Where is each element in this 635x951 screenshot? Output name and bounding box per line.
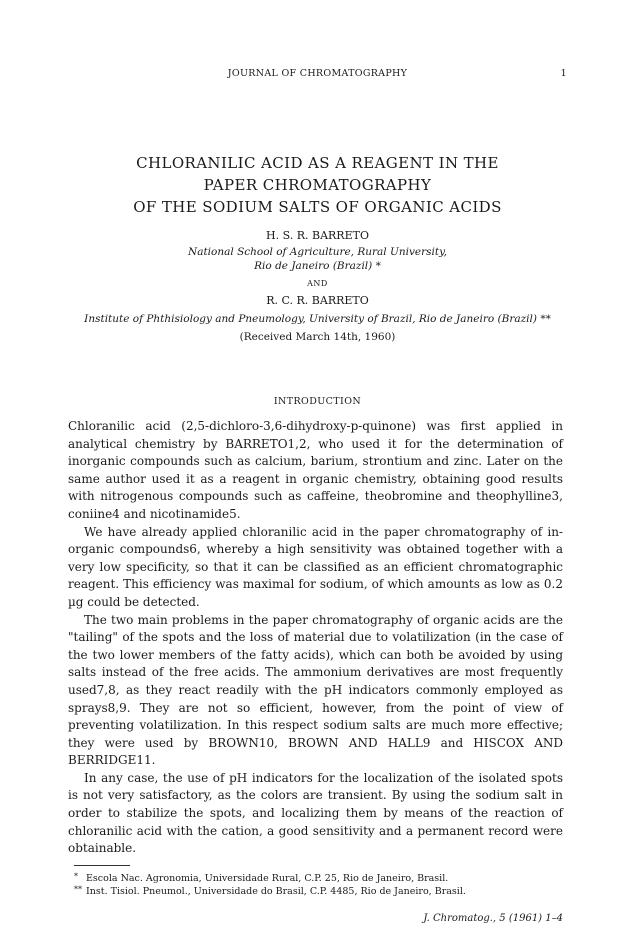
paragraph-4: In any case, the use of pH indicators for the localization of the isolated spots is not very satisfactory, as the colors are transient. By using the sodium salt in order to stabilize the spots, and localizing them by means of the reaction of chloranilic acid with the cation, a good sensitivity and a permanent record were obtainable.: [68, 770, 563, 856]
body-text: [68, 418, 563, 858]
author-1-affil-line-2: Rio de Janeiro (Brazil) *: [254, 260, 381, 272]
author-1-affiliation: [0, 245, 635, 273]
section-heading: INTRODUCTION: [273, 396, 362, 407]
paragraph-2: We have already applied chloranilic acid in the paper chromatography of in-organic compounds6, whereby a high sensitivity was obtained together with a very low specificity, so that it can be classified as an efficient chromatographic reagent. This efficiency was maximal for sodium, of which amounts as low as 0.2 µg could be detected.: [68, 524, 563, 609]
received-date: (Received March 14th, 1960): [239, 331, 396, 343]
paragraph-1: Chloranilic acid (2,5-dichloro-3,6-dihydroxy-p-quinone) was first applied in analytical chemistry by BARRETO1,2, who used it for the determination of inorganic compounds such as calcium, barium, strontium and zinc. Later on the same author used it as a reagent in organic chemistry, obtaining good results with nitrogenous compounds such as caffeine, theobromine and theophylline3, coniine4 and nicotinamide5.: [68, 419, 563, 521]
author-2-affiliation: Institute of Phthisiology and Pneumology, University of Brazil, Rio de Janeiro (Brazil) **: [84, 313, 551, 325]
title-line-2: PAPER CHROMATOGRAPHY: [203, 176, 432, 194]
footnote-2-mark: **: [74, 885, 82, 894]
and-separator: AND: [307, 279, 328, 288]
article-title: [0, 152, 635, 218]
author-1-affil-line-1: National School of Agriculture, Rural University,: [188, 246, 447, 258]
author-1-name: H. S. R. BARRETO: [266, 229, 369, 242]
footnote-1-text: Escola Nac. Agronomia, Universidade Rural, C.P. 25, Rio de Janeiro, Brasil.: [86, 873, 449, 884]
footnote-2: [74, 885, 466, 897]
journal-citation: J. Chromatog., 5 (1961) 1–4: [423, 913, 563, 924]
page-number: 1: [560, 68, 567, 79]
footnote-rule: [74, 865, 130, 866]
footnote-2-text: Inst. Tisiol. Pneumol., Universidade do Brasil, C.P. 4485, Rio de Janeiro, Brasil.: [86, 886, 466, 897]
title-line-1: CHLORANILIC ACID AS A REAGENT IN THE: [136, 154, 499, 172]
paragraph-3: The two main problems in the paper chromatography of organic acids are the "tailing" of the spots and the loss of material due to volatilization (in the case of the two lower members of the fatty acids), which can both be avoided by using salts instead of the free acids. The ammonium derivatives are most frequently used7,8, as they react readily with the pH indicators commonly employed as sprays8,9. They are not so efficient, however, from the point of view of preventing volatilization. In this respect sodium salts are much more effective; they were used by BROWN10, BROWN AND HALL9 and HISCOX AND BERRIDGE11.: [68, 612, 563, 768]
author-2-name: R. C. R. BARRETO: [266, 294, 369, 307]
footnote-1-mark: *: [74, 872, 78, 881]
journal-name: JOURNAL OF CHROMATOGRAPHY: [227, 68, 408, 79]
footnote-1: [74, 872, 448, 884]
title-line-3: OF THE SODIUM SALTS OF ORGANIC ACIDS: [133, 198, 502, 216]
